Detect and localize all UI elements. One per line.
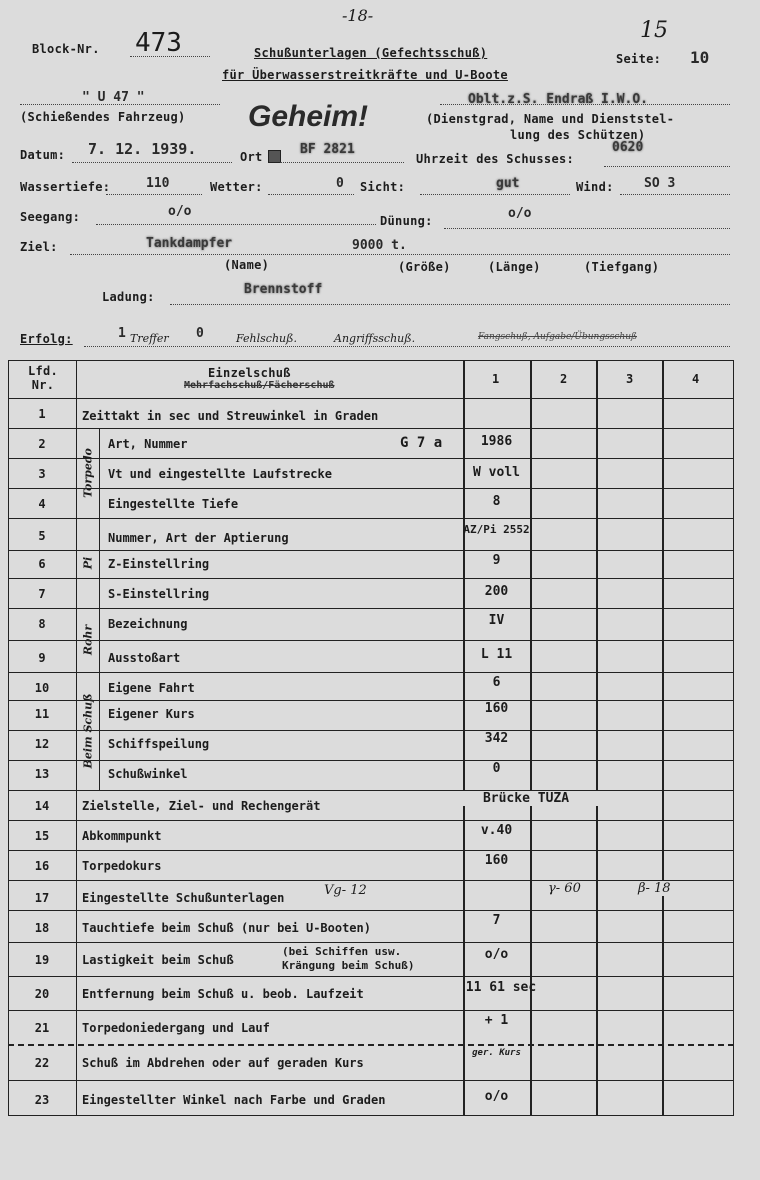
- erfolg-angriff-label: Angriffsschuß.: [334, 332, 416, 345]
- col-header-4: 4: [692, 372, 700, 386]
- row-label: Torpedokurs: [82, 859, 162, 873]
- duenung-value: o/o: [508, 206, 532, 221]
- seite-handwritten: 15: [640, 18, 668, 43]
- vessel-value: " U 47 ": [82, 90, 145, 105]
- row-label: Art, Nummer: [108, 437, 188, 451]
- datum-value: 7. 12. 1939.: [88, 140, 197, 158]
- row-number: 10: [34, 681, 50, 695]
- ziel-laenge-label: (Länge): [488, 260, 541, 274]
- dotted-line: [106, 194, 202, 195]
- wassertiefe-value: 110: [146, 176, 170, 191]
- dotted-line: [280, 162, 404, 163]
- dotted-line: [170, 304, 730, 305]
- row-label: Zeittakt in sec und Streuwinkel in Graden: [82, 409, 379, 423]
- row-number: 5: [38, 529, 46, 543]
- table-row: [8, 910, 734, 943]
- table-row: [8, 488, 734, 519]
- row-label: Lastigkeit beim Schuß: [82, 953, 234, 967]
- wetter-label: Wetter:: [210, 180, 263, 194]
- row-number: 23: [34, 1093, 50, 1107]
- dotted-line: [84, 346, 730, 347]
- table-row: [8, 880, 734, 911]
- row-value-1: 8: [492, 494, 501, 509]
- ort-label: Ort: [240, 150, 263, 164]
- row-number: 9: [38, 651, 46, 665]
- table-row: [8, 578, 734, 609]
- row-number: 3: [38, 467, 46, 481]
- dotted-line: [604, 166, 730, 167]
- erfolg-fehl-value: 0: [196, 326, 204, 341]
- row-label: Torpedoniedergang und Lauf: [82, 1021, 270, 1035]
- row-label: Zielstelle, Ziel- und Rechengerät: [82, 799, 321, 813]
- table-row: [8, 942, 734, 977]
- row-number: 18: [34, 921, 50, 935]
- row-value-1: 160: [484, 701, 509, 716]
- seite-value: 10: [690, 48, 710, 67]
- table-row: [8, 458, 734, 489]
- table-row: [8, 608, 734, 641]
- row-label: Tauchtiefe beim Schuß (nur bei U-Booten): [82, 921, 371, 935]
- row-label: Eingestellte Schußunterlagen: [82, 891, 285, 905]
- table-row: [8, 700, 734, 731]
- dotted-line: [420, 194, 570, 195]
- vessel-label: (Schießendes Fahrzeug): [20, 110, 186, 124]
- wetter-value: 0: [336, 176, 344, 191]
- table-row: [8, 760, 734, 791]
- ziel-name-label: (Name): [224, 258, 270, 272]
- dotted-line: [70, 254, 730, 255]
- datum-label: Datum:: [20, 148, 66, 162]
- block-label: Block-Nr.: [32, 42, 100, 56]
- sicht-label: Sicht:: [360, 180, 406, 194]
- duenung-label: Dünung:: [380, 214, 433, 228]
- col-header-1: 1: [492, 372, 500, 386]
- group-torpedo-label: Torpedo: [81, 448, 94, 498]
- row-value-1: o/o: [484, 947, 509, 962]
- erfolg-treffer-label: Treffer: [130, 332, 169, 345]
- row-label: Vt und eingestellte Laufstrecke: [108, 467, 332, 481]
- row-value-1: IV: [488, 613, 505, 628]
- shooter-label-1: (Dienstgrad, Name und Dienststel-: [426, 112, 675, 126]
- wind-label: Wind:: [576, 180, 614, 194]
- uhrzeit-value: 0620: [612, 140, 644, 155]
- table-row: [8, 730, 734, 761]
- col-header-lfd: Lfd. Nr.: [27, 364, 59, 392]
- table-row: [8, 518, 734, 551]
- gamma-value: γ- 60: [548, 881, 581, 896]
- ort-value: BF 2821: [300, 142, 355, 157]
- row-label: Schuß im Abdrehen oder auf geraden Kurs: [82, 1056, 364, 1070]
- row-number: 16: [34, 859, 50, 873]
- row-value-1: 9: [492, 553, 501, 568]
- dotted-line: [620, 194, 730, 195]
- row-value-1: o/o: [484, 1089, 509, 1104]
- table-row: [8, 550, 734, 579]
- row-label: Abkommpunkt: [82, 829, 162, 843]
- row-value-1: 6: [492, 675, 501, 690]
- row-label: Z-Einstellring: [108, 557, 210, 571]
- table-row: [8, 820, 734, 851]
- row-value-1: 11 61 sec: [465, 980, 537, 995]
- row-number: 6: [38, 557, 46, 571]
- erfolg-treffer-value: 1: [118, 326, 126, 341]
- row-label-note-1: (bei Schiffen usw.: [282, 945, 402, 958]
- table-row: [8, 976, 734, 1011]
- uhrzeit-label: Uhrzeit des Schusses:: [416, 152, 575, 166]
- row-label: Nummer, Art der Aptierung: [108, 531, 289, 545]
- vg-value: Vg- 12: [324, 883, 367, 898]
- shooter-value: Oblt.z.S. Endraß I.W.O.: [468, 92, 649, 107]
- row-number: 15: [34, 829, 50, 843]
- ziel-name-value: Tankdampfer: [146, 236, 233, 251]
- block-number: 473: [135, 28, 182, 58]
- shooter-label-2: lung des Schützen): [510, 128, 646, 142]
- row-number: 21: [34, 1021, 50, 1035]
- row-label: Schußwinkel: [108, 767, 188, 781]
- table-row: [8, 1080, 734, 1117]
- col-header-2: 2: [560, 372, 568, 386]
- col-header-einzel: Einzelschuß: [208, 366, 291, 380]
- table-row: [8, 850, 734, 881]
- seegang-label: Seegang:: [20, 210, 81, 224]
- row-number: 19: [34, 953, 50, 967]
- row-value-1: ger. Kurs: [472, 1048, 521, 1058]
- ziel-groesse-label: (Größe): [398, 260, 451, 274]
- row-extra: G 7 a: [400, 435, 443, 451]
- row-value-1: L 11: [480, 647, 513, 662]
- row-number: 4: [38, 497, 46, 511]
- erfolg-struck: Fangschuß, Aufgabe/Übungsschuß: [478, 332, 637, 342]
- table-row: [8, 640, 734, 673]
- ladung-label: Ladung:: [102, 290, 155, 304]
- dotted-line: [96, 224, 376, 225]
- table-row: [8, 428, 734, 459]
- table-row: [8, 1044, 734, 1082]
- row-number: 2: [38, 437, 46, 451]
- row-number: 20: [34, 987, 50, 1001]
- geheim-stamp: Geheim!: [248, 100, 369, 133]
- row-value-1: 200: [484, 584, 509, 599]
- row-number: 7: [38, 587, 46, 601]
- row-value-1: 0: [492, 761, 501, 776]
- beta-value: β- 18: [638, 881, 671, 896]
- form-title-line2: für Überwasserstreitkräfte und U-Boote: [222, 68, 508, 82]
- seegang-value: o/o: [168, 204, 192, 219]
- dotted-line: [20, 104, 220, 105]
- group-pi-label: Pi: [81, 556, 94, 570]
- row-number: 12: [34, 737, 50, 751]
- dotted-line: [440, 104, 730, 105]
- row-value-1: 160: [484, 853, 509, 868]
- dotted-line: [130, 56, 210, 57]
- table-row: [8, 672, 734, 701]
- row-label: S-Einstellring: [108, 587, 210, 601]
- row-value-1: v.40: [480, 823, 513, 838]
- row-label: Eigene Fahrt: [108, 681, 195, 695]
- row-value-1: 342: [484, 731, 509, 746]
- group-rohr-label: Rohr: [81, 624, 94, 656]
- erfolg-fehl-label: Fehlschuß.: [236, 332, 297, 345]
- row-value-1: W voll: [473, 465, 520, 480]
- table-row: [8, 790, 734, 821]
- row-label: Eingestellter Winkel nach Farbe und Graden: [82, 1093, 386, 1107]
- seite-label: Seite:: [616, 52, 662, 66]
- row-label: Eingestellte Tiefe: [108, 497, 239, 511]
- ziel-tiefgang-label: (Tiefgang): [584, 260, 660, 274]
- form-title-line1: Schußunterlagen (Gefechtsschuß): [254, 46, 488, 60]
- row-label: Bezeichnung: [108, 617, 188, 631]
- row-value-1: 7: [492, 913, 501, 928]
- shot-table: [8, 360, 734, 1120]
- row-number: 1: [38, 407, 46, 421]
- table-row: [8, 398, 734, 429]
- table-row: [8, 1010, 734, 1045]
- ladung-value: Brennstoff: [244, 282, 323, 297]
- group-beim-schuss-label: Beim Schuß: [81, 693, 94, 769]
- page-mark: -18-: [342, 6, 374, 25]
- row-number: 17: [34, 891, 50, 905]
- col-header-3: 3: [626, 372, 634, 386]
- wassertiefe-label: Wassertiefe:: [20, 180, 111, 194]
- dotted-line: [72, 162, 232, 163]
- dotted-line: [268, 194, 354, 195]
- row-label: Entfernung beim Schuß u. beob. Laufzeit: [82, 987, 364, 1001]
- col-header-einzel-struck: Mehrfachschuß/Fächerschuß: [184, 380, 335, 391]
- row-number: 8: [38, 617, 46, 631]
- row-label: Eigener Kurs: [108, 707, 195, 721]
- row-value-1: Brücke TUZA: [446, 791, 606, 806]
- dotted-line: [444, 228, 730, 229]
- erfolg-label: Erfolg:: [20, 332, 73, 346]
- row-label: Ausstoßart: [108, 651, 181, 665]
- row-number: 11: [34, 707, 50, 721]
- row-number: 22: [34, 1056, 50, 1070]
- row-value-1: + 1: [484, 1013, 509, 1028]
- sicht-value: gut: [496, 176, 520, 191]
- row-label: Schiffspeilung: [108, 737, 210, 751]
- wind-value: SO 3: [644, 176, 676, 191]
- row-number: 14: [34, 799, 50, 813]
- row-label-note-2: Krängung beim Schuß): [282, 959, 415, 972]
- row-number: 13: [34, 767, 50, 781]
- ziel-label: Ziel:: [20, 240, 58, 254]
- ziel-groesse-value: 9000 t.: [352, 238, 407, 253]
- row-value-1: 1986: [480, 434, 513, 449]
- row-value-1: AZ/Pi 2552: [463, 523, 530, 536]
